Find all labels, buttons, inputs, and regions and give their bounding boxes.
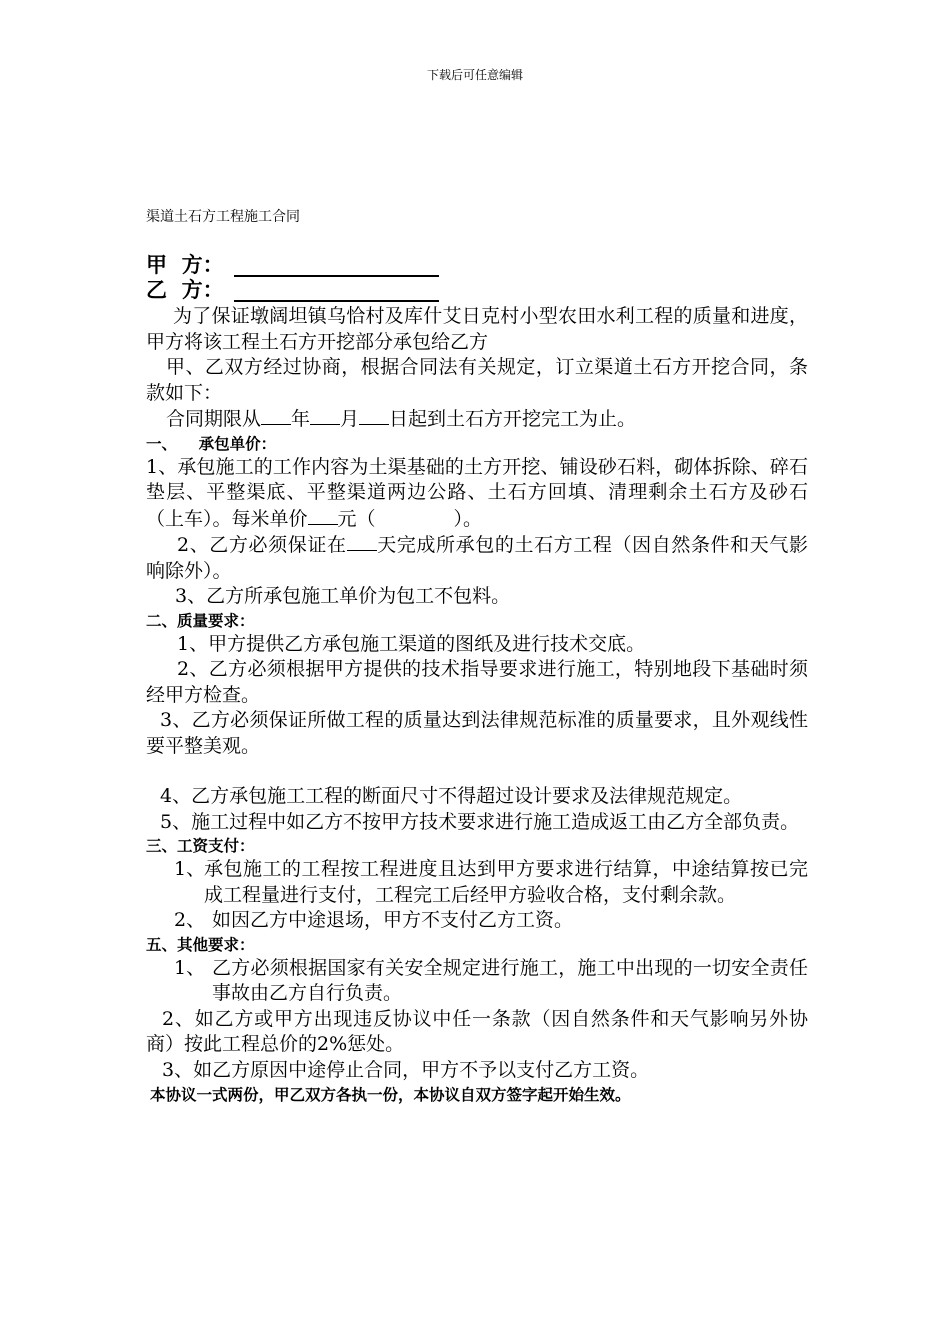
section-1-heading: 一、 承包单价： (146, 433, 277, 453)
section-2-item-4: 4、乙方承包施工工程的断面尺寸不得超过设计要求及法律规范规定。 (160, 785, 743, 807)
section-2-item-1: 1、甲方提供乙方承包施工渠道的图纸及进行技术交底。 (177, 632, 646, 655)
item-1-yuan: 元（ (337, 507, 376, 530)
party-a-label: 甲 方： (146, 252, 224, 277)
year-blank (261, 406, 291, 425)
section-1-item-1 (146, 455, 808, 533)
spacer (146, 759, 808, 784)
intro-paragraph-3 (146, 406, 808, 433)
section-2-item-3: 3、乙方必须保证所做工程的质量达到法律规范标准的质量要求，且外观线性要平整美观。 (146, 709, 808, 757)
closing-statement: 本协议一式两份，甲乙双方各执一份，本协议自双方签字起开始生效。 (150, 1085, 631, 1104)
section-5-heading: 五、其他要求： (146, 934, 255, 954)
section-1-item-3: 3、乙方所承包施工单价为包工不包料。 (175, 585, 511, 607)
contract-body (146, 252, 808, 1107)
party-b-blank (234, 280, 439, 302)
item-2-text-end: 天完成所承包的土石方工程（因自然条件和天气影响除外）。 (146, 534, 808, 582)
section-1-item-2 (146, 532, 808, 584)
intro-paragraph-2: 甲、乙双方经过协商，根据合同法有关规定，订立渠道土石方开挖合同，条款如下： (146, 356, 808, 404)
section-5-item-1 (146, 956, 808, 1007)
section-2-item-2: 2、乙方必须根据甲方提供的技术指导要求进行施工，特别地段下基础时须经甲方检查。 (146, 658, 808, 706)
section-5-item-3: 3、如乙方原因中途停止合同，甲方不予以支付乙方工资。 (162, 1058, 650, 1081)
days-blank (347, 532, 377, 551)
term-text-month: 月 (340, 408, 360, 430)
term-text-end: 日起到土石方开挖完工为止。 (389, 408, 637, 430)
item-2-text-start: 2、乙方必须保证在 (177, 534, 347, 556)
term-text-year: 年 (291, 408, 311, 430)
section-2-heading: 二、质量要求： (146, 610, 255, 630)
section-5-item-2: 2、如乙方或甲方出现违反协议中任一条款（因自然条件和天气影响另外协商）按此工程总价的2%惩处。 (146, 1007, 808, 1055)
item-text: 乙方必须根据国家有关安全规定进行施工，施工中出现的一切安全责任事故由乙方自行负责。 (212, 956, 808, 1004)
party-b (146, 277, 808, 302)
party-b-label: 乙 方： (146, 277, 224, 302)
party-a (146, 252, 808, 277)
item-text: 如因乙方中途退场，甲方不支付乙方工资。 (212, 909, 574, 931)
section-3-heading: 三、工资支付： (146, 836, 255, 855)
item-number: 1、 (174, 956, 206, 979)
item-number: 2、 (174, 909, 206, 931)
item-number: 1、 (174, 858, 206, 880)
month-blank (310, 406, 340, 425)
unit-price-blank (308, 506, 338, 525)
item-1-text: 1、承包施工的工作内容为土渠基础的土方开挖、铺设砂石料，砌体拆除、碎石垫层、平整渠底、平整渠道两边公路、土石方回填、清理剩余土石方及砂石（上车）。每米单价 (146, 455, 808, 530)
item-1-close: ）。 (453, 507, 483, 530)
section-3-item-1 (146, 857, 808, 908)
section-3-item-2 (146, 908, 808, 934)
document-title: 渠道土石方工程施工合同 (146, 209, 300, 225)
term-text-start: 合同期限从 (166, 408, 262, 430)
intro-paragraph-1: 为了保证墩阔坦镇乌恰村及库什艾日克村小型农田水利工程的质量和进度，甲方将该工程土石方开挖部分承包给乙方 (146, 305, 808, 353)
section-2-item-5: 5、施工过程中如乙方不按甲方技术要求进行施工造成返工由乙方全部负责。 (160, 810, 800, 833)
day-blank (359, 406, 389, 425)
header-note: 下载后可任意编辑 (426, 68, 523, 82)
party-a-blank (234, 255, 439, 277)
item-text: 承包施工的工程按工程进度且达到甲方要求进行结算，中途结算按已完成工程量进行支付，工程完工后经甲方验收合格，支付剩余款。 (204, 858, 808, 906)
